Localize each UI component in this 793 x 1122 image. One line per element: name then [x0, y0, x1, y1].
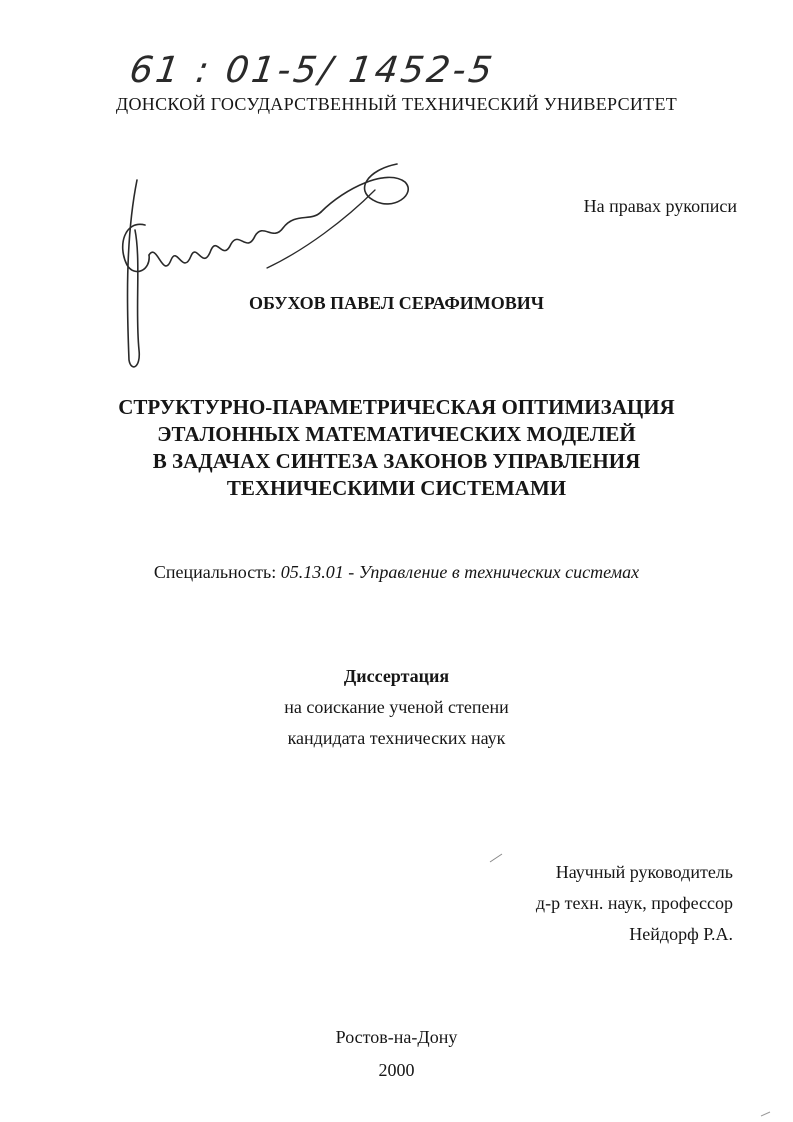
university-name: ДОНСКОЙ ГОСУДАРСТВЕННЫЙ ТЕХНИЧЕСКИЙ УНИВЕРСИТЕТ	[115, 94, 678, 114]
thesis-degree-line: кандидата технических наук	[287, 728, 506, 748]
handwritten-catalog-number: 61 : 01-5/ 1452-5	[127, 50, 498, 91]
supervisor-block	[536, 857, 733, 950]
specialty-line	[0, 562, 793, 583]
dissertation-title	[0, 394, 793, 502]
scan-speck-icon	[760, 1110, 772, 1118]
title-line: В ЗАДАЧАХ СИНТЕЗА ЗАКОНОВ УПРАВЛЕНИЯ	[152, 449, 641, 473]
supervisor-name: Нейдорф Р.А.	[629, 924, 733, 944]
thesis-degree-line: на соискание ученой степени	[284, 697, 509, 717]
specialty-label: Специальность:	[153, 562, 281, 582]
thesis-block	[0, 661, 793, 754]
scan-speck-icon	[488, 852, 504, 864]
supervisor-degree: д-р техн. наук, профессор	[535, 893, 733, 913]
thesis-type: Диссертация	[343, 666, 450, 686]
manuscript-rights-note: На правах рукописи	[583, 196, 737, 216]
year: 2000	[378, 1060, 415, 1080]
title-line: ТЕХНИЧЕСКИМИ СИСТЕМАМИ	[226, 476, 567, 500]
title-line: ЭТАЛОННЫХ МАТЕМАТИЧЕСКИХ МОДЕЛЕЙ	[157, 422, 636, 446]
supervisor-role: Научный руководитель	[555, 862, 733, 882]
place-and-year	[0, 1021, 793, 1087]
title-line: СТРУКТУРНО-ПАРАМЕТРИЧЕСКАЯ ОПТИМИЗАЦИЯ	[118, 395, 675, 419]
author-name: ОБУХОВ ПАВЕЛ СЕРАФИМОВИЧ	[249, 293, 544, 313]
city: Ростов-на-Дону	[335, 1027, 458, 1047]
specialty-separator: -	[343, 562, 359, 582]
signature-icon	[105, 150, 425, 380]
specialty-name: Управление в технических системах	[358, 562, 640, 582]
specialty-code: 05.13.01	[280, 562, 344, 582]
